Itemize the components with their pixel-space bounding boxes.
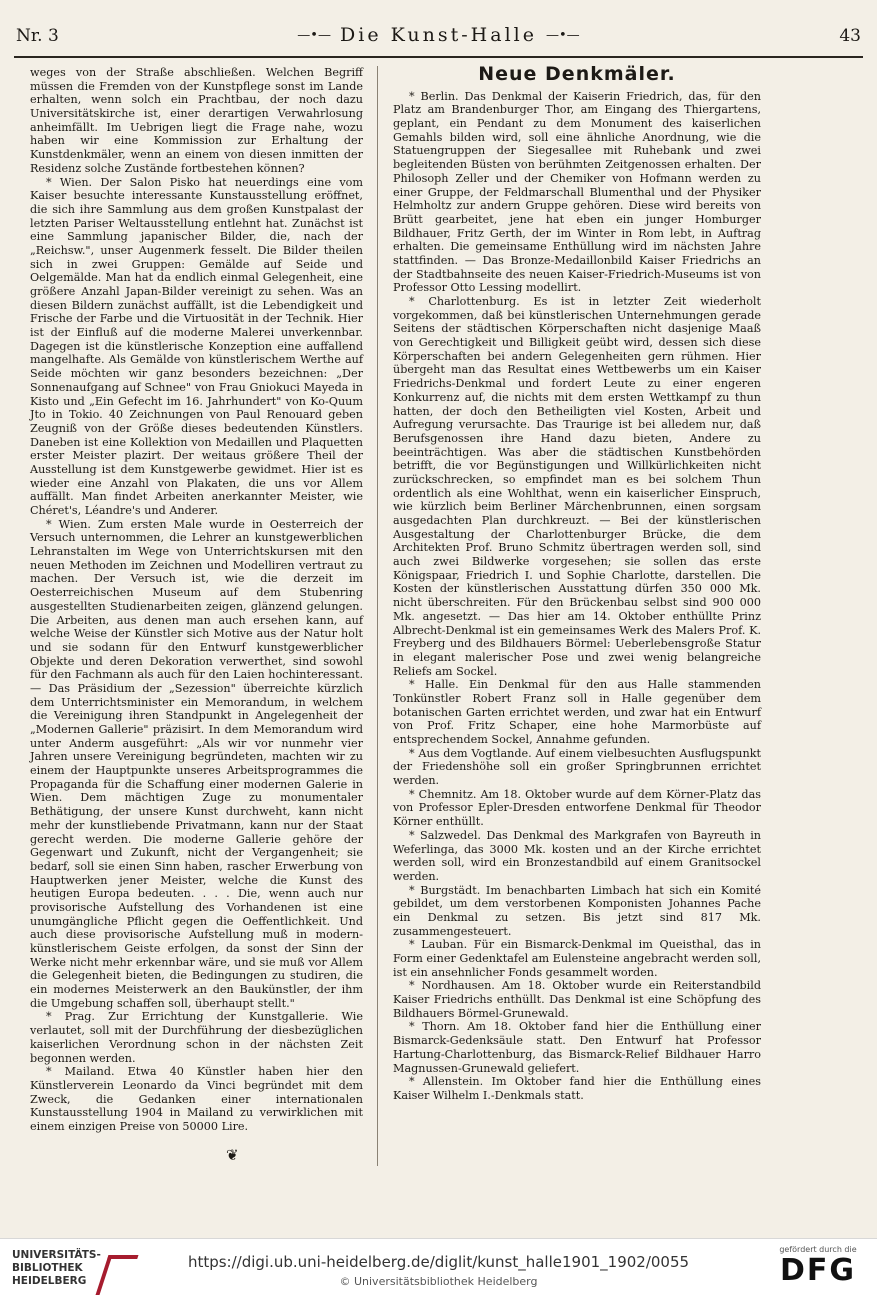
issue-number: Nr. 3 [16,26,59,46]
paragraph: * Nordhausen. Am 18. Oktober wurde ein Reiterstandbild Kaiser Friedrichs enthüllt. Das Denkmal ist eine Schöpfung des Bildhauers Börmel-Grunewald. [393,979,761,1020]
ornament-right: —•— [546,28,580,43]
ornament-left: —•— [297,28,331,43]
column-divider [377,66,378,1166]
copyright-notice: © Universitätsbibliothek Heidelberg [339,1275,538,1288]
library-name-line: UNIVERSITÄTS- [12,1249,101,1261]
paragraph: * Burgstädt. Im benachbarten Limbach hat sich ein Komité gebildet, um dem verstorbenen Komponisten Johannes Pache ein Denkmal zu setzen. Bis jetzt sind 817 Mk. zusammengesteuert. [393,883,761,938]
library-name-line: BIBLIOTHEK [12,1262,83,1274]
end-ornament-icon: ❦ [226,1146,239,1164]
paragraph: * Lauban. Für ein Bismarck-Denkmal im Queisthal, das in Form einer Gedenktafel am Eulensteine angebracht werden soll, ist ein ansehnlicher Fonds gesammelt worden. [393,938,761,979]
paragraph: * Berlin. Das Denkmal der Kaiserin Friedrich, das, für den Platz am Brandenburger Thor, am Eingang des Thiergartens, geplant, ein Pendant zu dem Monument des kaiserlichen Gemahls bilden wird, soll eine ähnliche Anordnung, wie die Statuengruppen der Siegesallee mit Ruhebank und zwei begleitenden Büsten von berühmten Zeitgenossen erhalten. Der Philosoph Zeller und der Chemiker von Hofmann werden zu einer Gruppe, der Feldmarschall Blumenthal und der Physiker Helmholtz zur andern Gruppe gehören. Diese wird bereits von Brütt gearbeitet, jene hat eben ein junger Homburger Bildhauer, Fritz Gerth, der im Winter in Rom lebt, in Auftrag erhalten. Die gemeinsame Enthüllung wird im nächsten Jahre stattfinden. — Das Bronze-Medaillonbild Kaiser Friedrichs an der Stadtbahnseite des neuen Kaiser-Friedrich-Museums ist von Professor Otto Lessing modellirt. [393,89,761,295]
paragraph: * Wien. Der Salon Pisko hat neuerdings eine vom Kaiser besuchte interessante Kunstausstellung eröffnet, die sich ihre Sammlung aus dem großen Kunstpalast der letzten Pariser Weltausstellung entlehnt hat. Zunächst ist eine Sammlung japanischer Bilder, die, nach der „Reichsw.", unser Augenmerk fesselt. Die Bilder theilen sich in zwei Gruppen: Gemälde auf Seide und Oelgemälde. Man hat da endlich einmal Gelegenheit, eine größere Anzahl Japan-Bilder vereinigt zu sehen. Was an diesen Bildern zunächst auffällt, ist die Lebendigkeit und Frische der Farbe und die Virtuosität in der Technik. Hier ist der Einfluß auf die moderne Malerei unverkennbar. Dagegen ist die künstlerische Konzeption eine auffallend mangelhafte. Als Gemälde von künstlerischem Werthe auf Seide möchten wir ganz besonders bezeichnen: „Der Sonnenaufgang auf Schnee" von Frau Gniokuci Mayeda in Kisto und „Ein Gefecht im 16. Jahrhundert" von Ko-Quum Jto in Tokio. 40 Zeichnungen von Paul Renouard geben Zeugniß von der Größe dieses bedeutenden Künstlers. Daneben ist eine Kollektion von Medaillen und Plaquetten erster Meister plazirt. Der weitaus größere Theil der Ausstellung ist dem Kunstgewerbe gewidmet. Hier ist es wieder eine Anzahl von Plakaten, die uns vor Allem auffällt. Man findet Arbeiten anerkannter Meister, wie Chéret's, Léandre's und Anderer. [30,175,363,517]
paragraph: * Allenstein. Im Oktober fand hier die Enthüllung eines Kaiser Wilhelm I.-Denkmals statt. [393,1075,761,1102]
paragraph: * Chemnitz. Am 18. Oktober wurde auf dem Körner-Platz das von Professor Epler-Dresden entworfene Denkmal für Theodor Körner enthüllt. [393,787,761,829]
paragraph: * Thorn. Am 18. Oktober fand hier die Enthüllung einer Bismarck-Gedenksäule statt. Den Entwurf hat Professor Hartung-Charlottenburg, das Bismarck-Relief Bildhauer Harro Magnussen-Grunewald geliefert. [393,1020,761,1075]
paragraph: * Mailand. Etwa 40 Künstler haben hier den Künstlerverein Leonardo da Vinci begründet mit dem Zweck, die Gedanken einer internationalen Kunstausstellung 1904 in Mailand zu verwirklichen mit einem einzigen Preise von 50000 Lire. [30,1065,363,1133]
funder-caption: gefördert durch die [779,1245,857,1254]
paragraph: weges von der Straße abschließen. Welchen Begriff müssen die Fremden von der Kunstpflege sonst im Lande erhalten, wenn solch ein Prachtbau, der noch dazu Universitätskirche ist, einer derartigen Verwahrlosung anheimfällt. Im Uebrigen liegt die Frage nahe, wozu haben wir eine Kommission zur Erhaltung der Kunstdenkmäler, wenn an einem von diesen inmitten der Residenz solche Zustände fortbestehen können? [30,66,363,175]
right-column [393,63,761,1226]
journal-title-text: Die Kunst-Halle [340,24,537,46]
funder-name: DFG [779,1253,857,1288]
left-column [30,66,363,1226]
journal-title [16,24,861,46]
paragraph: * Prag. Zur Errichtung der Kunstgallerie. Wie verlautet, soll mit der Durchführung der diesbezüglichen kaiserlichen Verordnung schon in der nächsten Zeit begonnen werden. [30,1010,363,1065]
library-name-line: HEIDELBERG [12,1275,87,1287]
header-rule [14,56,863,58]
page-number: 43 [839,26,861,46]
paragraph: * Halle. Ein Denkmal für den aus Halle stammenden Tonkünstler Robert Franz soll in Halle gegenüber dem botanischen Garten errichtet werden, und zwar hat ein Entwurf von Prof. Fritz Schaper, eine hohe Marmorbüste auf entsprechendem Sockel, Annahme gefunden. [393,678,761,746]
paragraph: * Charlottenburg. Es ist in letzter Zeit wiederholt vorgekommen, daß bei künstlerischen Unternehmungen gerade Seitens der städtischen Körperschaften nicht dasjenige Maaß von Gerechtigkeit und Billigkeit geübt wird, dessen sich diese Körperschaften bei andern Gelegenheiten gern rühmen. Hier übergeht man das Resultat eines Wettbewerbs um ein Kaiser Friedrichs-Denkmal und fordert Leute zu einer engeren Konkurrenz auf, die nichts mit dem ersten Wettkampf zu thun hatten, der doch den Betheiligten viel Kosten, Arbeit und Aufregung verursachte. Das Traurige ist bei alledem nur, daß Berufsgenossen ihre Hand dazu bieten, Andere zu beeinträchtigen. Was aber die städtischen Kunstbehörden betrifft, die vor Begünstigungen und Willkürlichkeiten nicht zurückschrecken, so empfindet man es bei solchem Thun ordentlich als eine Wohlthat, wenn ein kaiserlicher Einspruch, wie kürzlich beim Berliner Märchenbrunnen, einen sorgsam ausgedachten Plan durchkreuzt. — Bei der künstlerischen Ausgestaltung der Charlottenburger Brücke, die dem Architekten Prof. Bruno Schmitz übertragen werden soll, sind auch zwei Bildwerke vorgesehen; sie sollen das erste Königspaar, Friedrich I. und Sophie Charlotte, darstellen. Die Kosten der künstlerischen Ausstattung dürfen 350 000 Mk. nicht überschreiten. Für den Brückenbau selbst sind 900 000 Mk. angesetzt. — Das hier am 14. Oktober enthüllte Prinz Albrecht-Denkmal ist ein gemeinsames Werk des Malers Prof. K. Freyberg und des Bildhauers Börmel: Ueberlebensgroße Statur in elegant malerischer Pose und zwei wenig belangreiche Reliefs am Sockel. [393,295,761,678]
section-heading: Neue Denkmäler. [478,63,676,85]
funder-logo[interactable] [773,1245,863,1288]
running-header [16,26,861,52]
paragraph: * Aus dem Vogtlande. Auf einem vielbesuchten Ausflugspunkt der Friedenshöhe soll ein großer Springbrunnen errichtet werden. [393,746,761,788]
paragraph: * Wien. Zum ersten Male wurde in Oesterreich der Versuch unternommen, die Lehrer an kunstgewerblichen Lehranstalten im Wege von Unterrichtskursen mit den neuen Methoden im Zeichnen und Modelliren vertraut zu machen. Der Versuch ist, wie die derzeit im Oesterreichischen Museum auf dem Stubenring ausgestellten Studienarbeiten zeigen, glänzend gelungen. Die Arbeiten, aus denen man auch ersehen kann, auf welche Weise der Künstler sich Motive aus der Natur holt und sie sodann für den Entwurf kunstgewerblicher Objekte und deren Dekoration verwerthet, sind sowohl für den Fachmann als auch für den Laien hochinteressant. — Das Präsidium der „Sezession" überreichte kürzlich dem Unterrichtsminister ein Memorandum, in welchem die Vereinigung ihren Standpunkt in Angelegenheit der „Modernen Gallerie" präzisirt. In dem Memorandum wird unter Anderm ausgeführt: „Als wir vor nunmehr vier Jahren unsere Vereinigung begründeten, machten wir zu einem der Hauptpunkte unseres Arbeitsprogrammes die Propaganda für die Schaffung einer modernen Galerie in Wien. Dem mächtigen Zuge zu monumentaler Bethätigung, der unsere Kunst durchweht, kann nicht mehr der kunstliebende Privatmann, kann nur der Staat gerecht werden. Die moderne Gallerie gehöre der Gegenwart und Zukunft, nicht der Vergangenheit; sie bedarf, soll sie einen Sinn haben, rascher Erwerbung von Hauptwerken jener Meister, welche die Kunst des heutigen Europa bedeuten. . . . Die, wenn auch nur provisorische Aufstellung des Vorhandenen ist eine unumgängliche Pflicht gegen die Oeffentlichkeit. Und auch diese provisorische Aufstellung muß in modern-künstlerischem Geiste erfolgen, da sonst der Sinn der Werke nicht mehr erkennbar wäre, und sie muß vor Allem die Gelegenheit bieten, die Bedingungen zu studiren, die ein modernes Meisterwerk an den Baukünstler, der ihm die Umgebung schaffen soll, überhaupt stellt." [30,517,363,1010]
permalink-url[interactable]: https://digi.ub.uni-heidelberg.de/diglit/kunst_halle1901_1902/0055 [187,1253,690,1271]
paragraph: * Salzwedel. Das Denkmal des Markgrafen von Bayreuth in Weferlinga, das 3000 Mk. kosten und an der Kirche errichtet werden soll, wird ein Bronzestandbild auf einem Granitsockel werden. [393,828,761,883]
footer-bar [0,1238,877,1301]
